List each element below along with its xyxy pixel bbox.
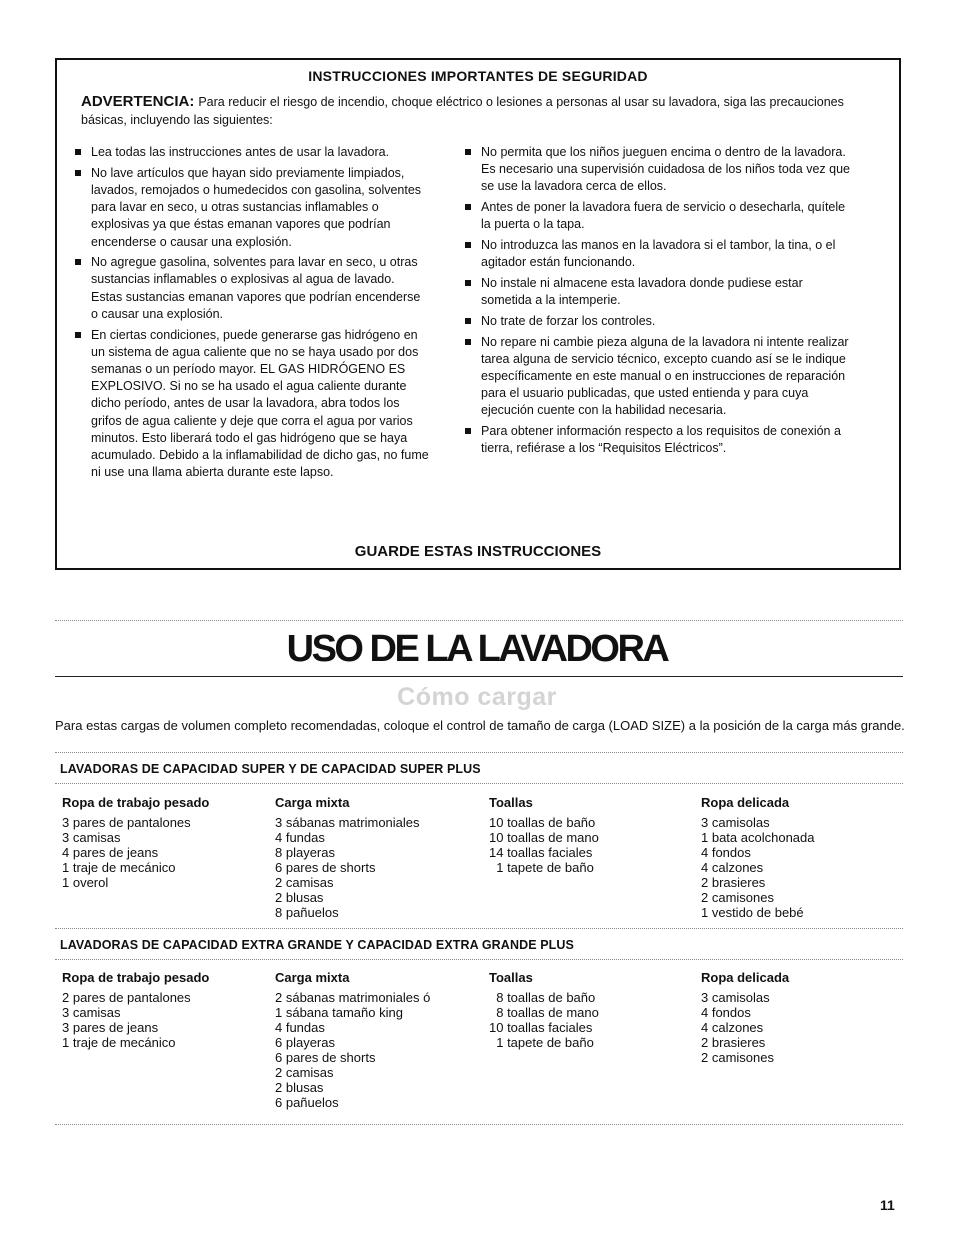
safety-footer: GUARDE ESTAS INSTRUCCIONES bbox=[354, 543, 602, 560]
list-item: 2 blusas bbox=[275, 890, 324, 905]
list-item: 3 camisolas bbox=[701, 815, 770, 830]
list-item: 4 calzones bbox=[701, 860, 764, 875]
load-column bbox=[62, 970, 209, 1050]
list-item: 1 vestido de bebé bbox=[701, 905, 804, 920]
divider-dotted bbox=[55, 783, 903, 784]
list-item: 2 brasieres bbox=[701, 875, 766, 890]
safety-list-right bbox=[463, 144, 853, 461]
load-column bbox=[489, 970, 599, 1050]
list-item: 6 playeras bbox=[275, 1035, 335, 1050]
section-subtitle: Cómo cargar bbox=[397, 683, 557, 711]
safety-item: No instale ni almacene esta lavadora donde pudiese estar sometida a la intemperie. bbox=[463, 275, 853, 309]
safety-item: En ciertas condiciones, puede generarse gas hidrógeno en un sistema de agua caliente que no se haya usado por dos semanas o un período mayor. EL GAS HIDRÓGENO ES EXPLOSIVO. Si no se ha usado el agua caliente durante dicho período, antes de usar la lavadora, abra todos los grifos de agua caliente y deje que corra el agua por varios minutos. Esto liberará todo el gas hidrógeno que se haya acumulado. Debido a la inflamabilidad de dicho gas, no fume ni use una llama abierta durante este lapso. bbox=[73, 327, 429, 482]
load-column bbox=[701, 970, 789, 1065]
list-item: 6 pañuelos bbox=[275, 1095, 339, 1110]
divider-dotted bbox=[55, 620, 903, 621]
list-item: 3 camisas bbox=[62, 830, 121, 845]
divider-dotted bbox=[55, 752, 903, 753]
capacity-section-title: LAVADORAS DE CAPACIDAD EXTRA GRANDE Y CAPACIDAD EXTRA GRANDE PLUS bbox=[60, 938, 574, 952]
divider-dotted bbox=[55, 959, 903, 960]
list-item: 3 camisolas bbox=[701, 990, 770, 1005]
load-column bbox=[701, 795, 814, 920]
column-header: Carga mixta bbox=[275, 970, 350, 985]
safety-item: Antes de poner la lavadora fuera de servicio o desecharla, quítele la puerta o la tapa. bbox=[463, 199, 853, 233]
list-item: 4 fondos bbox=[701, 845, 751, 860]
divider-solid bbox=[55, 676, 903, 677]
list-item: 8 pañuelos bbox=[275, 905, 339, 920]
list-item: 8 toallas de baño bbox=[489, 990, 596, 1005]
list-item: 1 tapete de baño bbox=[489, 860, 594, 875]
list-item: 10 toallas de mano bbox=[489, 830, 599, 845]
list-item: 6 pares de shorts bbox=[275, 1050, 376, 1065]
safety-item: No repare ni cambie pieza alguna de la lavadora ni intente realizar tarea alguna de servicio técnico, excepto cuando así se le indique específicamente en este manual o en instrucciones de reparación para el usuario publicadas, que usted entienda y para cuya ejecución cuente con la habilidad necesaria. bbox=[463, 334, 853, 420]
list-item: 2 camisones bbox=[701, 1050, 774, 1065]
safety-item: No lave artículos que hayan sido previamente limpiados, lavados, remojados o humedecidos con gasolina, solventes para lavar en seco, u otras sustancias inflamables o explosivas ya que éstas emanan vapores que podrían encenderse o causar una explosión. bbox=[73, 165, 429, 251]
list-item: 2 blusas bbox=[275, 1080, 324, 1095]
safety-item: No introduzca las manos en la lavadora si el tambor, la tina, o el agitador están funcionando. bbox=[463, 237, 853, 271]
list-item: 8 playeras bbox=[275, 845, 335, 860]
list-item: 2 camisones bbox=[701, 890, 774, 905]
page-number: 11 bbox=[880, 1197, 895, 1213]
list-item: 2 brasieres bbox=[701, 1035, 766, 1050]
list-item: 1 overol bbox=[62, 875, 109, 890]
column-header: Ropa de trabajo pesado bbox=[62, 795, 210, 810]
list-item: 2 camisas bbox=[275, 875, 334, 890]
column-header: Ropa de trabajo pesado bbox=[62, 970, 210, 985]
safety-item: No agregue gasolina, solventes para lavar en seco, u otras sustancias inflamables o explosivas al agua de lavado. Estas sustancias emanan vapores que podrían encenderse o causar una explosión. bbox=[73, 254, 429, 323]
list-item: 1 tapete de baño bbox=[489, 1035, 594, 1050]
list-item: 4 fundas bbox=[275, 830, 325, 845]
list-item: 1 traje de mecánico bbox=[62, 860, 176, 875]
safety-instructions-box bbox=[55, 58, 901, 570]
list-item: 2 camisas bbox=[275, 1065, 334, 1080]
safety-item: No trate de forzar los controles. bbox=[463, 313, 853, 330]
list-item: 1 bata acolchonada bbox=[701, 830, 815, 845]
load-column bbox=[489, 795, 599, 875]
list-item: 2 sábanas matrimoniales ó bbox=[275, 990, 431, 1005]
list-item: 3 camisas bbox=[62, 1005, 121, 1020]
warning-text: Para reducir el riesgo de incendio, choque eléctrico o lesiones a personas al usar su lavadora, siga las precauciones básicas, incluyendo las siguientes: bbox=[81, 95, 844, 127]
list-item: 3 pares de jeans bbox=[62, 1020, 159, 1035]
safety-item: No permita que los niños jueguen encima o dentro de la lavadora. Es necesario una supervisión cuidadosa de los niños toda vez que se use la lavadora cerca de ellos. bbox=[463, 144, 853, 196]
column-header: Carga mixta bbox=[275, 795, 350, 810]
column-header: Toallas bbox=[489, 795, 533, 810]
list-item: 2 pares de pantalones bbox=[62, 990, 191, 1005]
page-title: USO DE LA LAVADORA bbox=[286, 628, 668, 670]
safety-item: Para obtener información respecto a los requisitos de conexión a tierra, refiérase a los “Requisitos Eléctricos”. bbox=[463, 423, 853, 457]
list-item: 10 toallas de baño bbox=[489, 815, 596, 830]
warning-paragraph bbox=[81, 93, 863, 129]
column-header: Toallas bbox=[489, 970, 533, 985]
list-item: 4 pares de jeans bbox=[62, 845, 159, 860]
divider-dotted bbox=[55, 1124, 903, 1125]
list-item: 4 fondos bbox=[701, 1005, 751, 1020]
safety-title: INSTRUCCIONES IMPORTANTES DE SEGURIDAD bbox=[308, 68, 648, 84]
list-item: 8 toallas de mano bbox=[489, 1005, 599, 1020]
list-item: 3 pares de pantalones bbox=[62, 815, 191, 830]
column-header: Ropa delicada bbox=[701, 795, 790, 810]
safety-list-left bbox=[73, 144, 429, 485]
list-item: 4 calzones bbox=[701, 1020, 764, 1035]
list-item: 14 toallas faciales bbox=[489, 845, 593, 860]
divider-dotted bbox=[55, 928, 903, 929]
list-item: 4 fundas bbox=[275, 1020, 325, 1035]
load-column bbox=[275, 795, 420, 920]
load-column bbox=[62, 795, 209, 890]
list-item: 6 pares de shorts bbox=[275, 860, 376, 875]
list-item: 10 toallas faciales bbox=[489, 1020, 593, 1035]
column-header: Ropa delicada bbox=[701, 970, 790, 985]
list-item: 3 sábanas matrimoniales bbox=[275, 815, 420, 830]
load-column bbox=[275, 970, 430, 1110]
warning-lead: ADVERTENCIA: bbox=[81, 93, 195, 110]
intro-paragraph: Para estas cargas de volumen completo recomendadas, coloque el control de tamaño de carga (LOAD SIZE) a la posición de la carga más grande. bbox=[55, 718, 905, 733]
capacity-section-title: LAVADORAS DE CAPACIDAD SUPER Y DE CAPACIDAD SUPER PLUS bbox=[60, 762, 481, 776]
safety-item: Lea todas las instrucciones antes de usar la lavadora. bbox=[73, 144, 429, 161]
list-item: 1 sábana tamaño king bbox=[275, 1005, 403, 1020]
list-item: 1 traje de mecánico bbox=[62, 1035, 176, 1050]
